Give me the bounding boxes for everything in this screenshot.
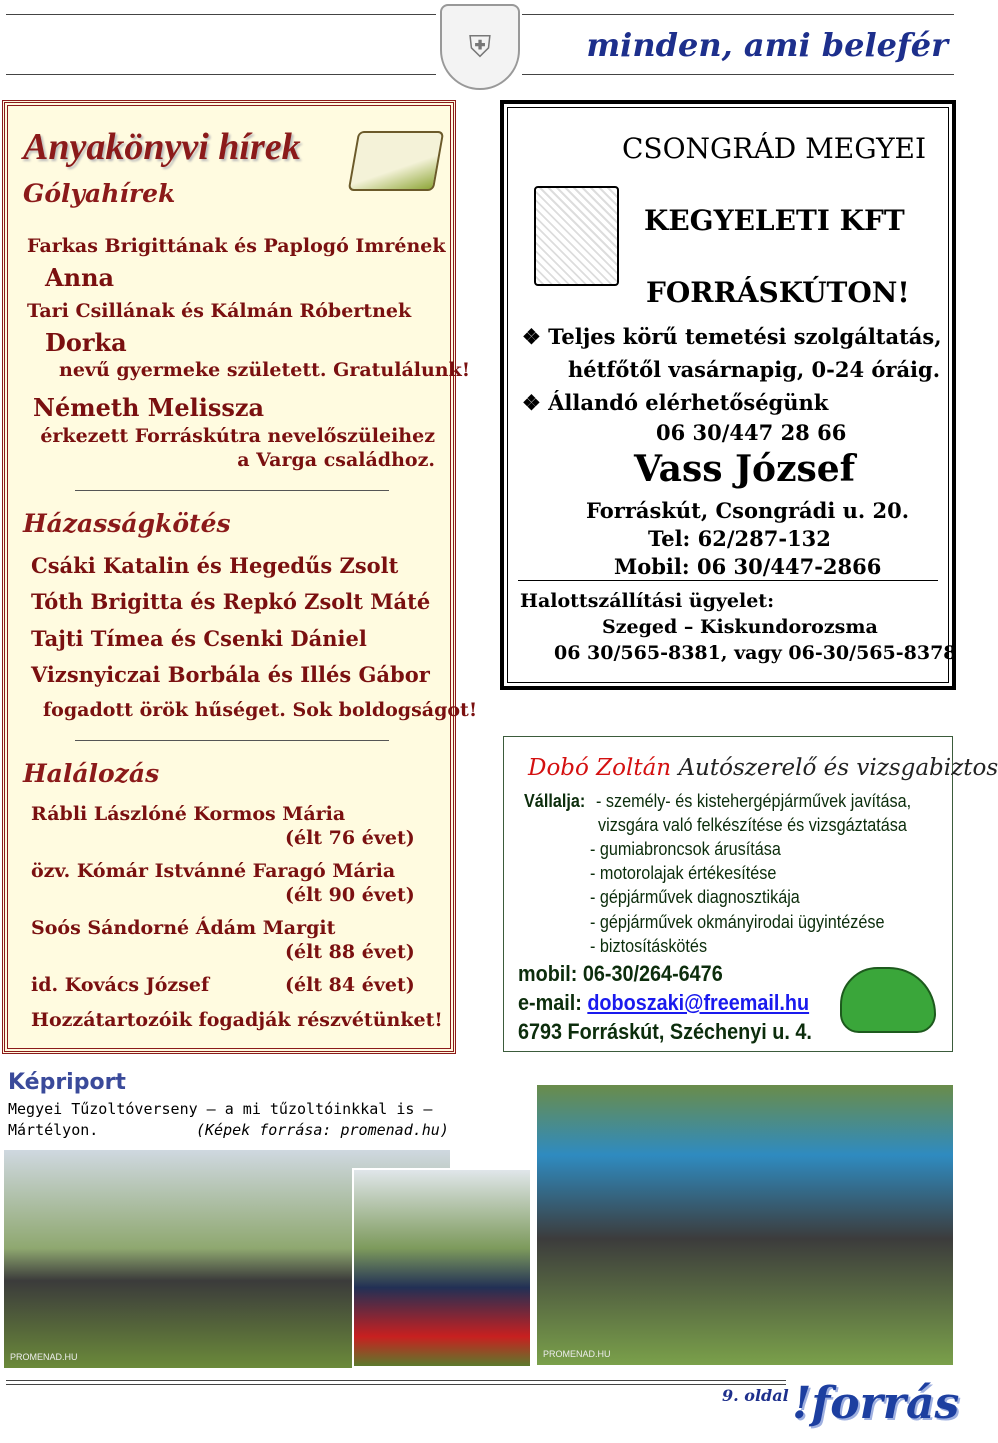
births-heading: Gólyahírek [23,179,176,208]
service-item: - biztosításkötés [590,936,708,956]
registry-title: Anyakönyvi hírek [23,126,301,168]
divider [518,580,938,581]
tagline: minden, ami belefér [586,26,948,64]
photo-report-heading: Képriport [8,1070,126,1095]
deceased-age: (élt 84 évet) [285,974,415,996]
deceased-name: Rábli Lászlóné Kormos Mária [31,803,346,825]
divider [75,490,389,491]
marriages-heading: Házasságkötés [23,509,231,538]
services-label: Vállalja: [524,791,586,811]
footer-rule [6,1380,786,1381]
service-item: - személy- és kistehergépjárművek javítása, [596,791,912,811]
transport-places: Szeged – Kiskundorozsma [602,616,878,638]
footer-rule [6,1384,786,1385]
mechanic-name: Dobó Zoltán [528,755,672,781]
service-item: - motorolajak értékesítése [590,863,777,883]
ad-heading: FORRÁSKÚTON! [646,276,910,309]
condolence: Hozzátartozóik fogadják részvétünket! [31,1009,443,1031]
mechanic-ad [503,736,998,1052]
phone: 06 30/447 28 66 [656,420,847,445]
coat-of-arms-icon: ⛨ [440,4,520,90]
deceased-age: (élt 88 évet) [285,941,415,963]
logo-text: forrás [811,1378,960,1429]
deaths-heading: Halálozás [23,759,160,788]
service-item: vizsgára való felkészítése és vizsgáztatása [598,815,907,835]
marriage-note: fogadott örök hűséget. Sok boldogságot! [43,699,478,721]
book-icon [348,131,445,191]
deceased-name: id. Kovács József [31,974,210,996]
header-rule [6,74,436,75]
header-rule [6,14,436,15]
deceased-name: özv. Kómár Istvánné Faragó Mária [31,860,396,882]
page-number: 9. oldal [722,1386,789,1405]
owner-name: Vass József [634,448,856,490]
transport-phones: 06 30/565-8381, vagy 06-30/565-8378 [554,642,957,664]
transport-label: Halottszállítási ügyelet: [520,590,775,612]
couple: Tóth Brigitta és Repkó Zsolt Máté [31,589,431,614]
header-rule [522,14,954,15]
contact-text: Állandó elérhetőségünk [548,390,829,415]
email-label: e-mail: [518,990,582,1015]
phone: Tel: 62/287-132 [648,526,831,551]
service-text: hétfőtől vasárnapig, 0-24 óráig. [568,357,941,382]
photo-firefighter-pump [352,1168,532,1368]
watermark: PROMENAD.HU [10,1352,78,1362]
service-text: Teljes körű temetési szolgáltatás, [548,324,942,349]
memorial-icon [534,186,619,286]
header-rule [522,74,954,75]
photo-team-sitting [537,1085,953,1365]
registry-section [2,100,478,1054]
couple: Tajti Tímea és Csenki Dániel [31,626,367,651]
birth-child: Németh Melissza [33,393,265,422]
ad-heading: CSONGRÁD MEGYEI [622,132,927,165]
deceased-name: Soós Sándorné Ádám Margit [31,917,336,939]
car-mechanic-icon [840,967,936,1033]
ad-heading: KEGYELETI KFT [644,204,905,237]
watermark: PROMENAD.HU [543,1349,611,1359]
couple: Csáki Katalin és Hegedűs Zsolt [31,553,399,578]
birth-child: Dorka [45,328,127,357]
service-item: - gépjárművek diagnosztikája [590,887,800,907]
email-link[interactable]: doboszaki@freemail.hu [587,990,810,1015]
address: Forráskút, Csongrádi u. 20. [586,498,910,523]
birth-parents: Farkas Brigittának és Paplogó Imrének [27,235,446,257]
mechanic-mobile: mobil: 06-30/264-6476 [518,961,723,986]
funeral-ad: CSONGRÁD MEGYEI KEGYELETI KFT FORRÁSKÚTON! ❖ Teljes körű temetési szolgáltatás, hétfőtől vasárnapig, 0-24 óráig. ❖ Állandó elérhetőségünk 06 30/447 28 66 Vass József Forráskút, Csongrádi u. 20. Tel: 62/287-132 Mobil: 06 30/447-2866 Halottszállítási ügyelet: Szeged – Kiskundorozsma 06 30/565-8381, vagy 06-30/565-8378 [500,100,956,690]
deceased-age: (élt 76 évet) [285,827,415,849]
service-item: - gumiabroncsok árusítása [590,839,781,859]
service-item: - gépjárművek okmányirodai ügyintézése [590,912,885,932]
birth-parents: Tari Csillának és Kálmán Róbertnek [27,300,412,322]
divider [75,740,389,741]
photo-caption: Megyei Tűzoltóverseny – a mi tűzoltóinkkal is – [8,1100,433,1118]
deceased-age: (élt 90 évet) [285,884,415,906]
mechanic-title: Autószerelő és vizsgabiztos [678,755,998,781]
birth-child: Anna [45,263,115,292]
birth-note: érkezett Forráskútra nevelőszüleihez [40,425,435,447]
forras-logo: !forrás [792,1378,960,1429]
mobile: Mobil: 06 30/447-2866 [614,554,882,579]
photo-source: (Képek forrása: promenad.hu) [196,1121,449,1139]
birth-note: a Varga családhoz. [237,449,435,471]
mechanic-address: 6793 Forráskút, Széchenyi u. 4. [518,1019,812,1044]
photo-caption: Mártélyon. [8,1121,99,1139]
birth-note: nevű gyermeke született. Gratulálunk! [59,359,471,381]
couple: Vizsnyiczai Borbála és Illés Gábor [31,662,430,687]
